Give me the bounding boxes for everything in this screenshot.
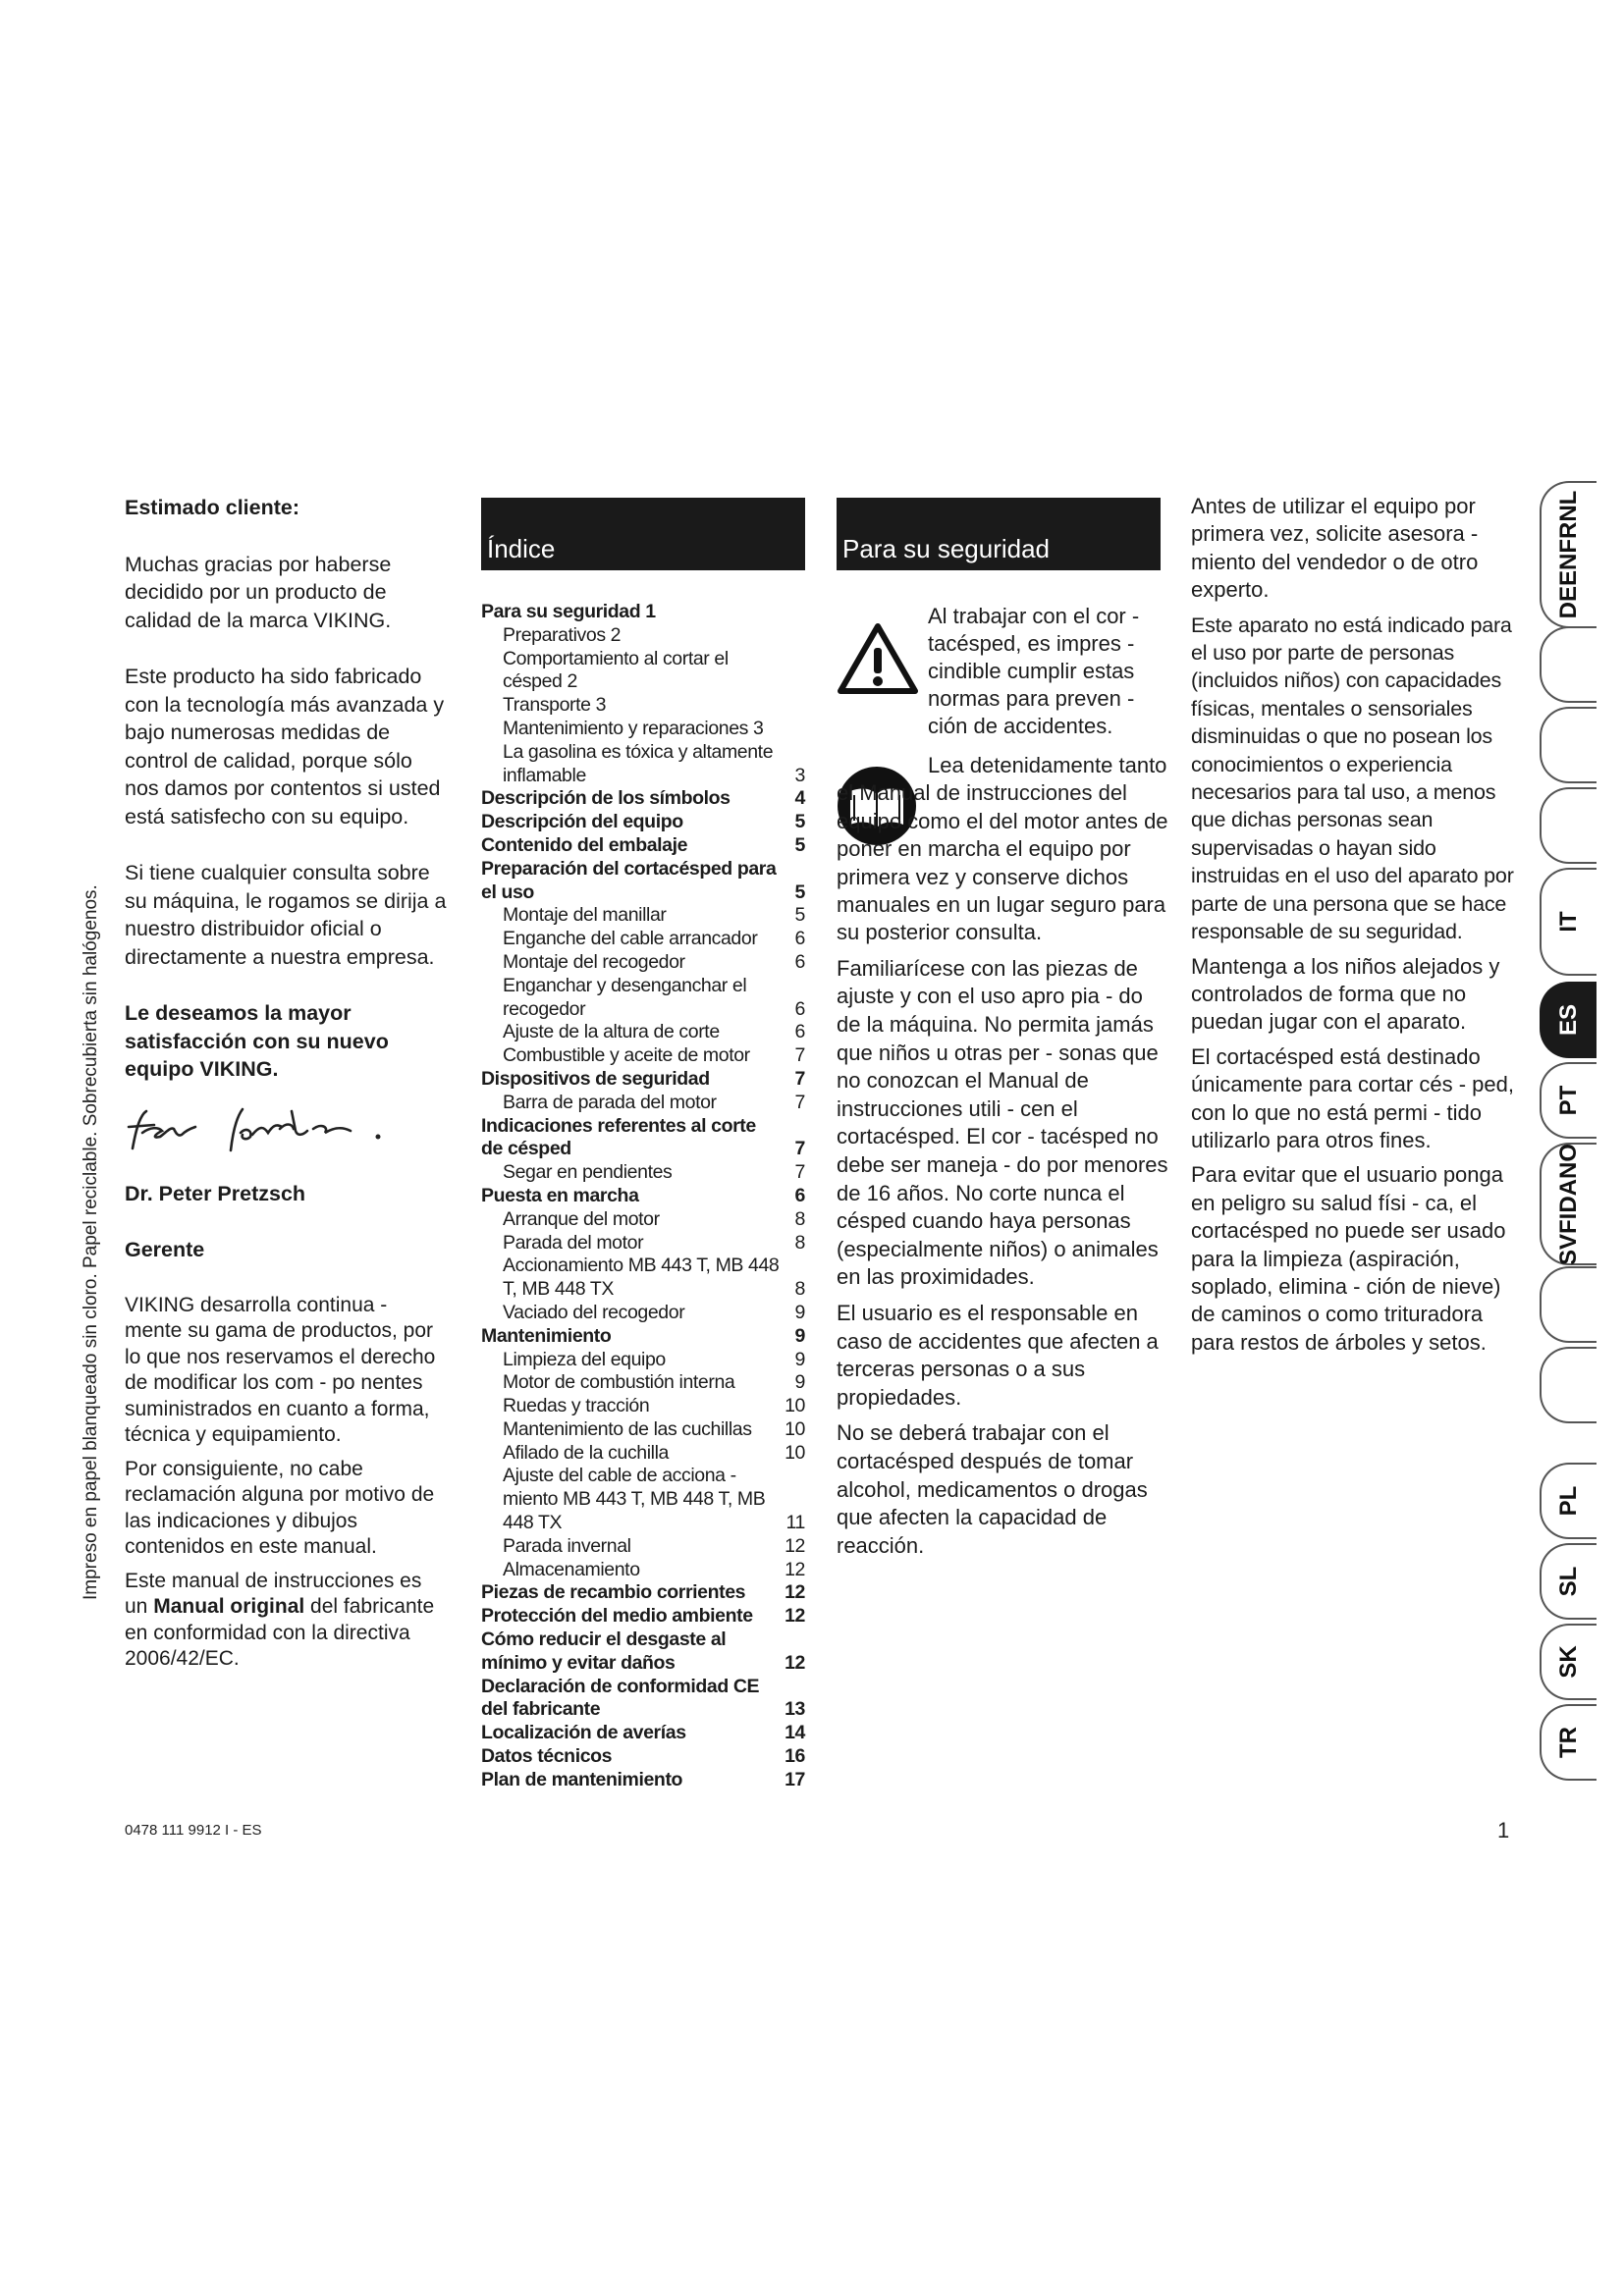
text-run: del fabricante en conformidad con la directiva 2006/42/EC. <box>125 1595 435 1670</box>
index-entry-page: 12 <box>785 1558 805 1580</box>
text-run: Este manual de instrucciones es un <box>125 1569 422 1618</box>
index-entry-title: Ruedas y tracción <box>503 1395 650 1417</box>
right-paragraph: Para evitar que el usuario ponga en peligro su salud físi - ca, el cortacésped no puede ser usado para la limpieza (aspiración, soplado, elimina - ción de nieve) de caminos o como trituradora para restos de árboles y setos. <box>1191 1162 1506 1355</box>
index-entry-page: 9 <box>794 1348 805 1370</box>
greeting: Estimado cliente: <box>125 496 300 519</box>
index-entry-title: Para su seguridad 1 <box>481 601 656 622</box>
index-entry-title: Parada invernal <box>503 1534 631 1557</box>
index-entry-title: Arranque del motor <box>503 1207 660 1230</box>
index-entry <box>481 834 805 858</box>
index-entry-page: 6 <box>794 997 805 1020</box>
letter-paragraph: Este producto ha sido fabricado con la tecnología más avanzada y bajo numerosas medidas de control de calidad, porque sólo nos damos por contentos si usted está satisfecho con su equipo. <box>125 665 445 828</box>
right-column <box>1191 493 1515 1357</box>
language-tab-sl[interactable] <box>1540 1543 1597 1620</box>
index-entry-page: 5 <box>794 904 805 927</box>
index-entry-title: Ajuste del cable de acciona - miento MB 443 T, MB 448 T, MB 448 TX <box>503 1465 766 1534</box>
index-entry <box>481 718 805 741</box>
index-entry-title: Segar en pendientes <box>503 1161 673 1184</box>
index-entry-page: 10 <box>785 1417 805 1440</box>
index-entry-title: Motor de combustión interna <box>503 1371 735 1394</box>
language-tab-label: TR <box>1555 1727 1582 1758</box>
safety-manual-block <box>837 752 1170 1560</box>
letter-paragraph: Si tiene cualquier consulta sobre su máquina, le rogamos se dirija a nuestro distribuidor oficial o directamente a nuestra empresa. <box>125 861 447 969</box>
index-entry-title: Limpieza del equipo <box>503 1348 666 1370</box>
safety-header <box>837 498 1161 570</box>
safety-paragraph: No se deberá trabajar con el cortacésped después de tomar alcohol, medicamentos o drogas que afecten la capacidad de reacción. <box>837 1420 1148 1558</box>
language-tab-pt[interactable] <box>1540 1062 1597 1139</box>
index-entry-title: Afilado de la cuchilla <box>503 1441 669 1464</box>
index-header <box>481 498 805 570</box>
index-entry-title: Datos técnicos <box>481 1745 613 1768</box>
index-entry-page: 6 <box>794 1021 805 1043</box>
index-entry-page: 7 <box>794 1138 805 1160</box>
index-entry-title: Accionamiento MB 443 T, MB 448 T, MB 448 TX <box>503 1255 780 1301</box>
index-entry <box>481 1371 805 1395</box>
index-entry-title: Cómo reducir el desgaste al mínimo y evitar daños <box>481 1629 727 1674</box>
letter-wishes: Le deseamos la mayor satisfacción con su nuevo equipo VIKING. <box>125 1001 389 1081</box>
index-entry-title: Dispositivos de seguridad <box>481 1067 710 1090</box>
index-entry <box>481 601 805 624</box>
index-entry <box>481 858 805 905</box>
warning-icon <box>837 620 919 695</box>
safety-paragraph: El usuario es el responsable en caso de accidentes que afecten a terceras personas o a sus propiedades. <box>837 1300 1159 1410</box>
right-paragraph: Antes de utilizar el equipo por primera vez, solicite asesora - miento del vendedor o de otro experto. <box>1191 494 1479 603</box>
language-tab-label: DEENFRNL <box>1555 490 1582 619</box>
language-tab-tr[interactable] <box>1540 1704 1597 1781</box>
index-entry-page: 10 <box>785 1441 805 1464</box>
text-run-bold: Manual original <box>153 1595 305 1618</box>
index-entry-title: Preparación del cortacésped para el uso <box>481 857 777 903</box>
index-entry <box>481 1722 805 1745</box>
index-entry <box>481 1605 805 1629</box>
index-entry-page: 7 <box>794 1161 805 1184</box>
index-entry-title: Enganchar y desenganchar el recogedor <box>503 974 747 1020</box>
index-entry-title: Transporte 3 <box>503 694 607 717</box>
index-entry-title: Contenido del embalaje <box>481 833 688 856</box>
language-tab[interactable] <box>1540 707 1597 783</box>
index-entry <box>481 1185 805 1208</box>
index-entry-page: 7 <box>794 1091 805 1113</box>
warning-text: Al trabajar con el cor - tacésped, es impres - cindible cumplir estas normas para preven - ción de accidentes. <box>928 604 1140 738</box>
index-entry-title: Declaración de conformidad CE del fabricante <box>481 1675 760 1721</box>
language-tab[interactable] <box>1540 787 1597 864</box>
index-entry <box>481 811 805 834</box>
language-tab-label: SK <box>1555 1645 1582 1679</box>
index-entry <box>481 741 805 788</box>
index-entry-page: 10 <box>785 1395 805 1417</box>
index-entry <box>481 1115 805 1162</box>
index-entry-title: Mantenimiento <box>481 1324 612 1347</box>
signer-name: Dr. Peter Pretzsch <box>125 1181 306 1205</box>
index-entry-page: 16 <box>785 1745 805 1768</box>
index-entry-title: Mantenimiento y reparaciones 3 <box>503 717 764 739</box>
index-entry <box>481 1302 805 1325</box>
manual-text: Lea detenidamente tanto el Manual de instrucciones del equipo como el del motor antes de poner en marcha el equipo por primera vez y conserve dichos manuales en un lugar seguro para su posterior consulta. <box>837 753 1168 945</box>
index-entry-title: Ajuste de la altura de corte <box>503 1021 720 1043</box>
index-entry-page: 9 <box>794 1371 805 1394</box>
index-entry <box>481 1208 805 1232</box>
language-tab-es[interactable] <box>1540 982 1597 1058</box>
index-entry <box>481 1442 805 1466</box>
right-paragraph: El cortacésped está destinado únicamente para cortar cés - ped, con lo que no está permi - tido utilizarlo para otros fines. <box>1191 1043 1514 1152</box>
index-entry-page: 12 <box>785 1581 805 1604</box>
index-entry-title: Vaciado del recogedor <box>503 1301 685 1323</box>
index-entry <box>481 1232 805 1255</box>
index-entry-title: Piezas de recambio corrientes <box>481 1581 746 1604</box>
index-entry <box>481 1325 805 1349</box>
index-entry-title: Mantenimiento de las cuchillas <box>503 1417 752 1440</box>
index-entry-title: Descripción de los símbolos <box>481 787 731 810</box>
letter-paragraph: Por consiguiente, no cabe reclamación alguna por motivo de las indicaciones y dibujos contenidos en este manual. <box>125 1457 435 1558</box>
index-entry-page: 17 <box>785 1768 805 1790</box>
language-tab-label: PT <box>1555 1085 1582 1116</box>
index-entry <box>481 648 805 695</box>
language-tab-it[interactable] <box>1540 868 1597 976</box>
signature-image <box>125 1097 449 1162</box>
index-entry <box>481 1068 805 1092</box>
index-entry <box>481 928 805 951</box>
language-tab[interactable] <box>1540 626 1597 703</box>
language-tab-label: SVFIDANO <box>1555 1143 1582 1265</box>
index-entry <box>481 624 805 648</box>
index-entry-page: 9 <box>794 1301 805 1323</box>
index-entry <box>481 1465 805 1534</box>
signer-role: Gerente <box>125 1238 205 1261</box>
index-entry-page: 14 <box>785 1722 805 1744</box>
language-tab[interactable] <box>1540 1266 1597 1343</box>
index-entry-title: Plan de mantenimiento <box>481 1768 683 1790</box>
index-entry-page: 8 <box>794 1207 805 1230</box>
language-tab-pl[interactable] <box>1540 1463 1597 1539</box>
index-entry-title: Parada del motor <box>503 1231 644 1254</box>
index-entry-page: 4 <box>794 787 805 810</box>
index-entry-page: 12 <box>785 1651 805 1674</box>
signature <box>125 1097 449 1162</box>
language-tab-label: PL <box>1555 1485 1582 1517</box>
index-entry-page: 11 <box>785 1512 805 1534</box>
page-number: 1 <box>1497 1818 1510 1842</box>
index-entry-page: 13 <box>785 1698 805 1721</box>
index-entry-page: 5 <box>794 811 805 833</box>
index-entry <box>481 1044 805 1068</box>
index-entry <box>481 1349 805 1372</box>
letter-paragraph: VIKING desarrolla continua - mente su gama de productos, por lo que nos reservamos el derecho de modificar los com - po nentes suministrados en cuanto a forma, técnica y equipamiento. <box>125 1293 436 1446</box>
letter-column <box>125 494 449 1673</box>
right-paragraph: Mantenga a los niños alejados y controlados de forma que no puedan jugar con el aparato. <box>1191 953 1500 1035</box>
index-entry-page: 7 <box>794 1067 805 1090</box>
safety-warning-block <box>928 603 1170 740</box>
index-entry-title: Montaje del manillar <box>503 904 667 927</box>
index-entry <box>481 1581 805 1605</box>
language-tab-sk[interactable] <box>1540 1624 1597 1700</box>
language-tab-deenfrnl[interactable] <box>1540 481 1597 628</box>
index-entry-title: Comportamiento al cortar el césped 2 <box>503 647 729 693</box>
index-entry <box>481 975 805 1022</box>
index-entry-page: 9 <box>794 1324 805 1347</box>
index-entry <box>481 694 805 718</box>
index-entry-page: 6 <box>794 950 805 973</box>
side-note: Impreso en papel blanqueado sin cloro. Papel reciclable. Sobrecubierta sin halógenos. <box>81 884 101 1600</box>
index-entry-page: 8 <box>794 1231 805 1254</box>
index-entry-title: Preparativos 2 <box>503 623 622 646</box>
index-entry-title: Combustible y aceite de motor <box>503 1044 750 1067</box>
index-entry <box>481 1255 805 1302</box>
index-entry-page: 5 <box>794 881 805 903</box>
index-entry <box>481 1418 805 1442</box>
index-entry-page: 12 <box>785 1605 805 1628</box>
index-entry-page: 3 <box>794 764 805 786</box>
language-tab-label: SL <box>1555 1566 1582 1597</box>
index-entry <box>481 1629 805 1676</box>
index-entry-page: 8 <box>794 1278 805 1301</box>
index-entry <box>481 1559 805 1582</box>
index-entry <box>481 1535 805 1559</box>
language-tab-svfidano[interactable] <box>1540 1143 1597 1265</box>
index-entry-title: Descripción del equipo <box>481 811 683 833</box>
index-entry-title: Montaje del recogedor <box>503 950 685 973</box>
language-tab-label: ES <box>1555 1003 1582 1037</box>
letter-paragraph-original <box>125 1569 449 1673</box>
safety-title: Para su seguridad <box>842 534 1051 563</box>
index-entry <box>481 1395 805 1418</box>
index-entry-page: 6 <box>794 1184 805 1206</box>
index-entry <box>481 1745 805 1769</box>
index-entry <box>481 1092 805 1115</box>
index-entry <box>481 1021 805 1044</box>
index-entry-page: 7 <box>794 1044 805 1067</box>
index-title: Índice <box>487 534 556 563</box>
index-entry-title: Enganche del cable arrancador <box>503 928 758 950</box>
language-tab-label: IT <box>1555 911 1582 933</box>
language-tab[interactable] <box>1540 1347 1597 1423</box>
index-entry-title: Indicaciones referentes al corte de césped <box>481 1114 756 1160</box>
index-entry <box>481 1676 805 1723</box>
index-entry-title: Puesta en marcha <box>481 1184 639 1206</box>
index-entry <box>481 787 805 811</box>
safety-paragraph: Familiarícese con las piezas de ajuste y con el uso apro pia - do de la máquina. No permita jamás que niños u otras per - sonas que no conozcan el Manual de instrucciones utili - cen el cortacésped. El cor - tacésped no debe ser maneja - do por menores de 16 años. No corte nunca el césped cuando haya personas (especialmente niños) o animales en las proximidades. <box>837 955 1168 1290</box>
index-list <box>481 601 805 1792</box>
letter-paragraph: Muchas gracias por haberse decidido por un producto de calidad de la marca VIKING. <box>125 552 392 632</box>
index-entry-title: Barra de parada del motor <box>503 1091 717 1113</box>
index-entry-title: La gasolina es tóxica y altamente inflamable <box>503 740 774 786</box>
index-entry-title: Protección del medio ambiente <box>481 1605 753 1628</box>
right-paragraph: Este aparato no está indicado para el uso por parte de personas (incluidos niños) con capacidades físicas, mentales o sensoriales disminuidas o que no posean los conocimientos o experiencia necesarios para tal uso, a menos que dichas personas sean supervisadas o hayan sido instruidas en el uso del aparato por parte de una persona que se hace responsable de su seguridad. <box>1191 613 1514 944</box>
document-code: 0478 111 9912 I - ES <box>125 1822 262 1839</box>
index-entry-title: Localización de averías <box>481 1722 686 1744</box>
index-entry <box>481 1769 805 1792</box>
index-entry-page: 12 <box>785 1534 805 1557</box>
index-entry <box>481 1161 805 1185</box>
index-entry-page: 5 <box>794 833 805 856</box>
index-entry <box>481 951 805 975</box>
index-entry <box>481 904 805 928</box>
index-entry-page: 6 <box>794 928 805 950</box>
index-entry-title: Almacenamiento <box>503 1558 640 1580</box>
